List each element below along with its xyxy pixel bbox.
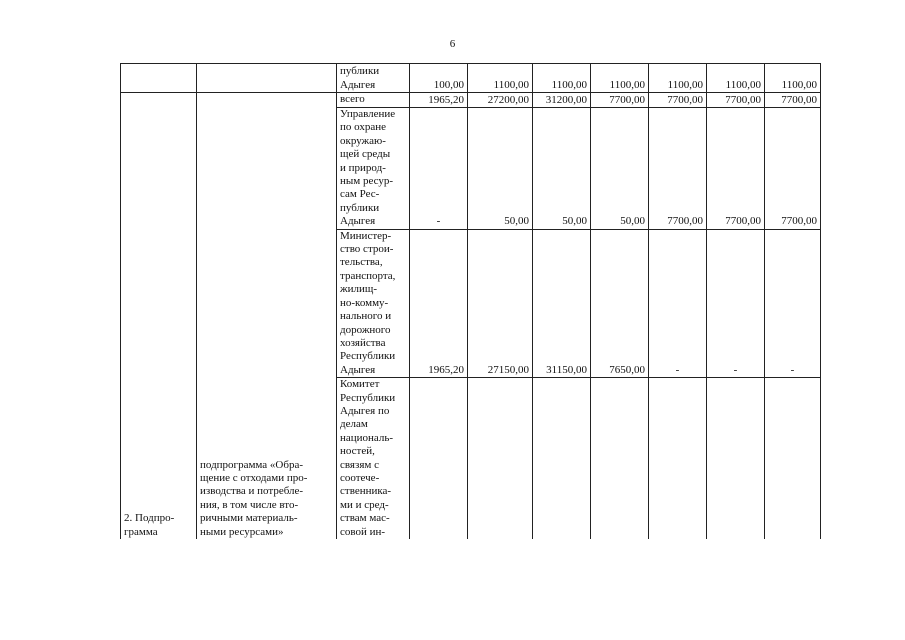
total-value: 31200,00 (533, 93, 591, 108)
title-line: подпрограмма «Обра- (200, 458, 304, 471)
value-cell: 7700,00 (649, 108, 707, 230)
value-cell (468, 378, 533, 539)
total-value: 27200,00 (468, 93, 533, 108)
title-line: изводства и потребле- (200, 485, 304, 498)
value-cell (649, 378, 707, 539)
executor-line: хозяйства (340, 336, 386, 349)
total-label: всего (337, 93, 410, 108)
value-cell: 1100,00 (591, 64, 649, 93)
title-line: ными ресурсами» (200, 525, 284, 538)
value-cell (591, 378, 649, 539)
executor-line: делам (340, 418, 368, 431)
executor-line: Республики (340, 391, 396, 404)
total-value: 7700,00 (591, 93, 649, 108)
value-cell: 1100,00 (468, 64, 533, 93)
value-cell: 100,00 (410, 64, 468, 93)
value-cell: - (707, 229, 765, 377)
value-cell: 7700,00 (765, 108, 821, 230)
subprogram-total-row (121, 93, 821, 108)
executor-line: ственника- (340, 485, 392, 498)
executor-name (337, 229, 410, 377)
executor-line: Адыгея (340, 78, 376, 91)
executor-line: но-комму- (340, 296, 389, 309)
value-cell (533, 378, 591, 539)
executor-line: ми и сред- (340, 498, 389, 511)
budget-table (120, 63, 821, 539)
executor-line: нального и (340, 310, 392, 323)
subprogram-label (121, 93, 197, 540)
total-value: 7700,00 (707, 93, 765, 108)
value-cell (765, 378, 821, 539)
executor-line: ным ресур- (340, 175, 394, 188)
executor-line: Адыгея (340, 363, 376, 376)
executor-continued (337, 64, 410, 93)
executor-line: публики (340, 65, 380, 78)
value-cell (410, 378, 468, 539)
title-line: ричными материаль- (200, 512, 298, 525)
total-value: 1965,20 (410, 93, 468, 108)
executor-line: Республики (340, 350, 396, 363)
executor-line: ство строи- (340, 243, 394, 256)
total-value: 7700,00 (649, 93, 707, 108)
executor-line: ствам мас- (340, 512, 390, 525)
executor-line: по охране (340, 121, 387, 134)
value-cell: 50,00 (468, 108, 533, 230)
value-cell: 1100,00 (707, 64, 765, 93)
executor-name (337, 108, 410, 230)
executor-line: щей среды (340, 148, 391, 161)
value-cell: 27150,00 (468, 229, 533, 377)
executor-line: Министер- (340, 229, 392, 242)
executor-line: публики (340, 201, 380, 214)
label-line: 2. Подпро- (124, 512, 175, 525)
executor-line: транспорта, (340, 269, 396, 282)
value-cell: - (765, 229, 821, 377)
title-line: ния, в том числе вто- (200, 498, 299, 511)
label-line: грамма (124, 525, 158, 538)
value-cell: 1100,00 (765, 64, 821, 93)
executor-line: жилищ- (340, 283, 377, 296)
value-cell: 1965,20 (410, 229, 468, 377)
continuation-row (121, 64, 821, 93)
value-cell: 50,00 (591, 108, 649, 230)
executor-line: Адыгея по (340, 404, 390, 417)
executor-line: Адыгея (340, 215, 376, 228)
value-cell: 7700,00 (707, 108, 765, 230)
value-cell: 1100,00 (533, 64, 591, 93)
value-cell: 7650,00 (591, 229, 649, 377)
empty-cell (197, 64, 337, 93)
executor-line: сам Рес- (340, 188, 380, 201)
executor-line: окружаю- (340, 134, 386, 147)
executor-line: ностей, (340, 445, 375, 458)
executor-line: соотече- (340, 471, 380, 484)
executor-line: Управление (340, 108, 396, 120)
value-cell: 50,00 (533, 108, 591, 230)
value-cell: 1100,00 (649, 64, 707, 93)
value-cell: - (410, 108, 468, 230)
title-line: щение с отходами про- (200, 471, 308, 484)
executor-line: совой ин- (340, 525, 386, 538)
value-cell (707, 378, 765, 539)
executor-line: и природ- (340, 161, 386, 174)
executor-line: националь- (340, 431, 394, 444)
executor-line: дорожного (340, 323, 391, 336)
executor-line: тельства, (340, 256, 383, 269)
executor-line: связям с (340, 458, 379, 471)
subprogram-title (197, 93, 337, 540)
value-cell: - (649, 229, 707, 377)
total-value: 7700,00 (765, 93, 821, 108)
page-number: 6 (449, 38, 456, 50)
executor-name (337, 378, 410, 539)
executor-line: Комитет (340, 378, 380, 391)
empty-cell (121, 64, 197, 93)
value-cell: 31150,00 (533, 229, 591, 377)
